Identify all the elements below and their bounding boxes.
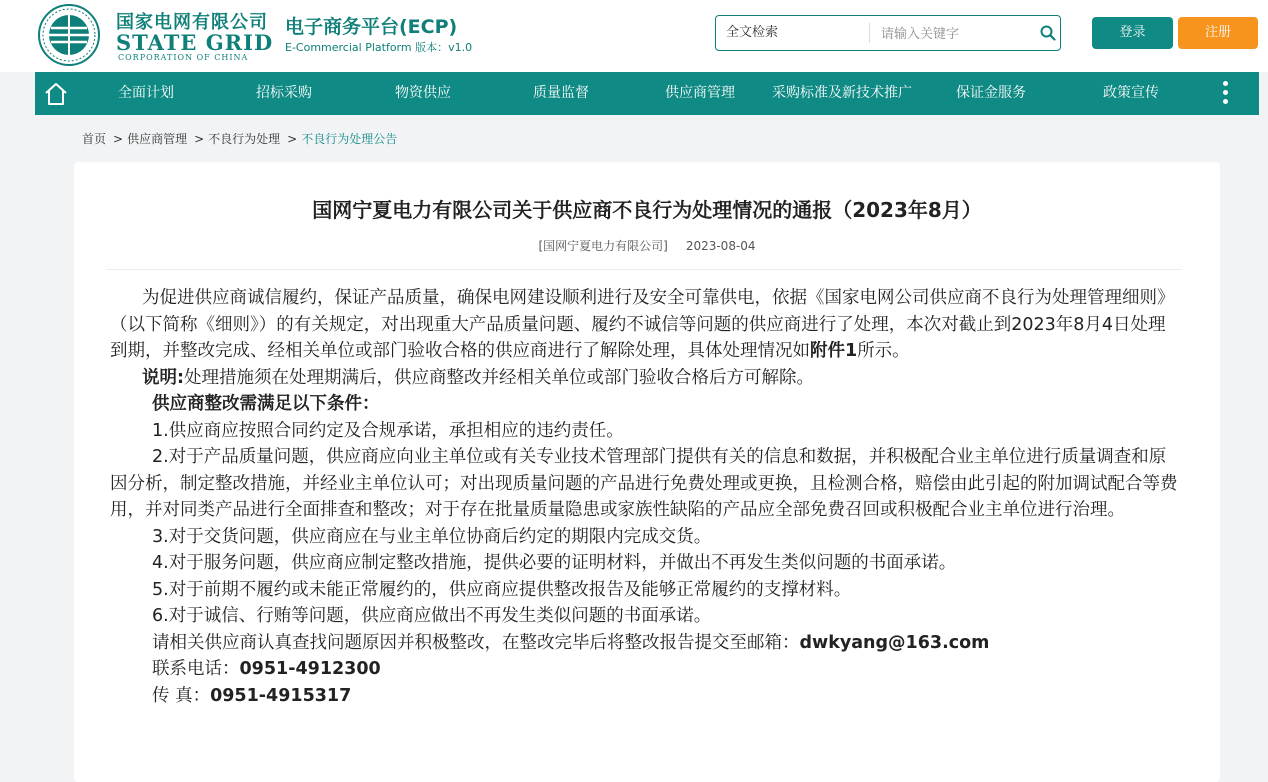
condition-item: 4.对于服务问题，供应商应制定整改措施，提供必要的证明材料，并做出不再发生类似问题的书面承诺。 [152,553,957,573]
login-button[interactable]: 登录 [1092,17,1173,49]
condition-item: 6.对于诚信、行贿等问题，供应商应做出不再发生类似问题的书面承诺。 [152,606,712,626]
fax-line [110,683,1178,710]
paragraph-note [110,365,1178,392]
condition-item: 1.供应商应按照合同约定及合规承诺，承担相应的违约责任。 [152,420,624,441]
register-button[interactable]: 注册 [1178,17,1258,49]
search-icon[interactable] [1040,25,1056,41]
breadcrumb-separator: > [287,132,298,146]
main-nav [35,72,1259,115]
contact-paragraph [110,630,1178,657]
home-icon[interactable] [43,81,69,107]
logo-english-name: STATE GRID [116,30,274,55]
fax-number: 0951-4915317 [210,685,352,706]
breadcrumb [82,130,397,147]
nav-item-supplier-management[interactable]: 供应商管理 [665,85,735,101]
nav-item-overall-plan[interactable]: 全面计划 [118,85,174,101]
fax-label: 传 真： [152,685,211,706]
article-date: 2023-08-04 [685,239,756,253]
article-body [110,285,1178,709]
nav-item-standards[interactable]: 采购标准及新技术推广 [772,85,912,101]
condition-item: 2.对于产品质量问题，供应商应向业主单位或有关专业技术管理部门提供有关的信息和数据，并积极配合业主单位进行质量调查和原因分析，制定整改措施，并经业主单位认可；对出现质量问题的产品进行免费处理或更换，且检测合格，赔偿由此引起的附加调试配合等费用，并对同类产品进行全面排查和整改；对于存在批量质量隐患或家族性缺陷的产品应全部免费召回或积极配合业主单位进行治理。 [110,447,1178,520]
phone-line [110,656,1178,683]
breadcrumb-supplier-management[interactable]: 供应商管理 [127,132,188,146]
contact-email[interactable]: dwkyang@163.com [799,632,990,653]
intro-text-end: 所示。 [857,341,910,361]
platform-title: 电子商务平台(ECP) [285,16,458,38]
contact-text: 请相关供应商认真查找问题原因并积极整改，在整改完毕后将整改报告提交至邮箱： [152,632,800,653]
article-card [74,162,1220,782]
paragraph-intro [110,285,1178,365]
state-grid-logo-icon[interactable] [38,4,100,66]
nav-item-supply[interactable]: 物资供应 [395,85,451,101]
search-input[interactable] [879,21,1033,47]
nav-item-deposit[interactable]: 保证金服务 [956,85,1026,101]
more-menu-icon[interactable] [1221,81,1229,107]
article-title: 国网宁夏电力有限公司关于供应商不良行为处理情况的通报（2023年8月） [312,198,982,222]
logo-chinese-name: 国家电网有限公司 [116,12,268,33]
intro-text: 为促进供应商诚信履约，保证产品质量，确保电网建设顺利进行及安全可靠供电，依据《国家电网公司供应商不良行为处理管理细则》（以下简称《细则》）的有关规定，对出现重大产品质量问题、履约不诚信等问题的供应商进行了处理，本次对截止到2023年8月4日处理到期，并整改完成、经相关单位或部门验收合格的供应商进行了解除处理，具体处理情况如 [110,288,1175,361]
conditions-heading: 供应商整改需满足以下条件： [152,394,380,414]
note-label: 说明: [142,367,184,388]
nav-item-bidding[interactable]: 招标采购 [256,85,312,101]
nav-item-policy[interactable]: 政策宣传 [1103,85,1159,101]
phone-number: 0951-4912300 [239,659,381,679]
breadcrumb-bad-behavior[interactable]: 不良行为处理 [208,132,281,146]
note-text: 处理措施须在处理期满后，供应商整改并经相关单位或部门验收合格后方可解除。 [184,367,814,388]
search-divider [869,23,870,43]
condition-item: 5.对于前期不履约或未能正常履约的，供应商应提供整改报告及能够正常履约的支撑材料。 [152,579,852,600]
logo-english-subtitle: CORPORATION OF CHINA [118,53,249,62]
search-bar [715,15,1061,51]
platform-version: E-Commercial Platform 版本：v1.0 [285,41,473,54]
condition-item: 3.对于交货问题，供应商应在与业主单位协商后约定的期限内完成交货。 [152,526,712,547]
site-header [0,0,1268,72]
breadcrumb-home[interactable]: 首页 [82,132,107,146]
divider [106,269,1182,270]
breadcrumb-current: 不良行为处理公告 [301,132,398,146]
breadcrumb-separator: > [194,132,205,146]
attachment-link[interactable]: 附件1 [810,341,858,361]
breadcrumb-separator: > [113,132,124,146]
article-meta [74,237,1220,254]
search-type-select[interactable]: 全文检索 [726,25,779,40]
nav-item-quality[interactable]: 质量监督 [533,85,589,101]
phone-label: 联系电话： [152,659,240,679]
article-source: [国网宁夏电力有限公司] [538,239,668,253]
